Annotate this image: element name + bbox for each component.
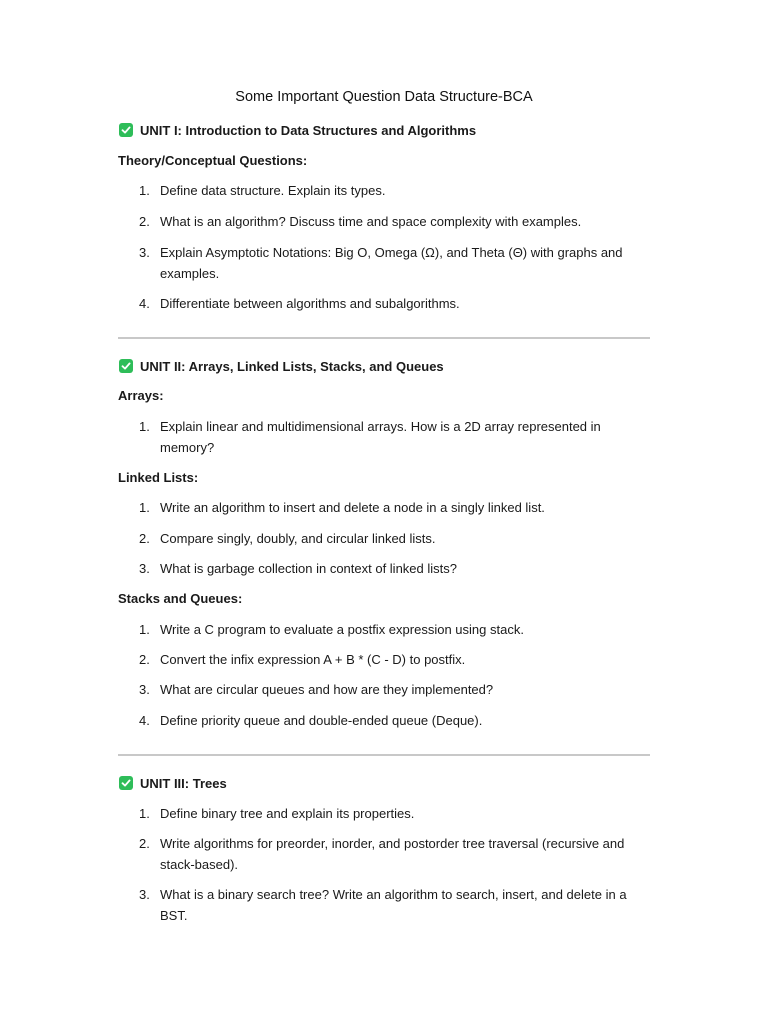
list-item: 2. Convert the infix expression A + B * (C - D) to postfix. [139,652,466,667]
list-item: 1. Define data structure. Explain its types. [139,183,386,198]
list-item: 3. What is a binary search tree? Write an algorithm to search, insert, and delete in a BST. [139,887,627,923]
list-item: 2. Compare singly, doubly, and circular linked lists. [139,531,436,546]
list-item: 2. Write algorithms for preorder, inorder, and postorder tree traversal (recursive and stack-based). [139,836,625,872]
unit-1-heading-text: UNIT I: Introduction to Data Structures and Algorithms [140,122,477,138]
list-item: 4. Define priority queue and double-ended queue (Deque). [139,713,483,728]
linked-lists-questions-list [118,497,650,579]
check-box-icon [119,776,133,790]
list-item: 1. Write a C program to evaluate a postfix expression using stack. [139,622,524,637]
stacks-queues-questions-list [118,619,650,731]
section-arrays-heading: Arrays: [118,388,164,403]
unit-2-heading-text: UNIT II: Arrays, Linked Lists, Stacks, and Queues [140,358,444,374]
list-item: 2. What is an algorithm? Discuss time and space complexity with examples. [139,214,582,229]
list-item: 1. Explain linear and multidimensional arrays. How is a 2D array represented in memory? [139,419,601,455]
trees-questions-list [118,803,650,926]
section-linked-lists-heading: Linked Lists: [118,470,199,485]
section-divider [118,337,650,339]
section-divider [118,754,650,756]
theory-questions-list [118,180,650,314]
list-item: 4. Differentiate between algorithms and subalgorithms. [139,296,460,311]
list-item: 1. Write an algorithm to insert and delete a node in a singly linked list. [139,500,545,515]
unit-3-heading-text: UNIT III: Trees [140,775,227,791]
check-box-icon [119,123,133,137]
list-item: 3. What is garbage collection in context of linked lists? [139,561,457,576]
unit-1-heading [119,121,476,139]
check-box-icon [119,359,133,373]
arrays-questions-list [118,416,650,458]
list-item: 1. Define binary tree and explain its properties. [139,806,415,821]
document-title: Some Important Question Data Structure-BCA [235,89,533,105]
unit-2-heading [119,357,444,375]
list-item: 3. Explain Asymptotic Notations: Big O, Omega (Ω), and Theta (Θ) with graphs and examples. [139,245,623,281]
unit-3-heading [119,774,227,792]
section-stacks-queues-heading: Stacks and Queues: [118,591,243,606]
section-theory-heading: Theory/Conceptual Questions: [118,153,308,168]
list-item: 3. What are circular queues and how are they implemented? [139,682,494,697]
